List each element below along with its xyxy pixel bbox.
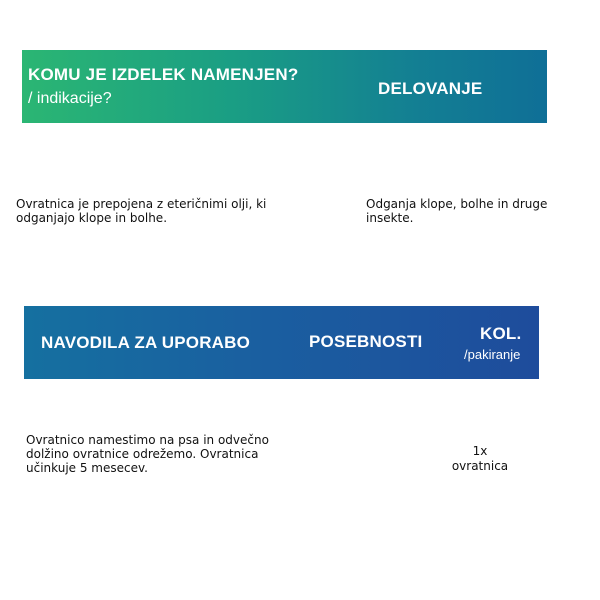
quantity-value: 1x bbox=[472, 444, 488, 458]
usage-header-banner bbox=[24, 306, 539, 379]
indications-header-banner bbox=[22, 50, 547, 123]
action-text: Odganja klope, bolhe in druge insekte. bbox=[366, 197, 548, 225]
indications-heading: KOMU JE IZDELEK NAMENJEN? bbox=[28, 65, 299, 84]
action-heading: DELOVANJE bbox=[378, 79, 483, 98]
indications-text: Ovratnica je prepojena z eteričnimi olji, ki odganjajo klope in bolhe. bbox=[16, 197, 267, 225]
quantity-subheading: /pakiranje bbox=[464, 347, 521, 362]
quantity-heading: KOL. bbox=[480, 324, 522, 343]
instructions-heading: NAVODILA ZA UPORABO bbox=[41, 333, 251, 352]
features-heading: POSEBNOSTI bbox=[309, 332, 423, 351]
instructions-text: Ovratnico namestimo na psa in odvečno dolžino ovratnice odrežemo. Ovratnica učinkuje 5 mesecev. bbox=[26, 433, 269, 475]
quantity-unit: ovratnica bbox=[451, 459, 509, 473]
indications-subheading: / indikacije? bbox=[28, 90, 112, 107]
